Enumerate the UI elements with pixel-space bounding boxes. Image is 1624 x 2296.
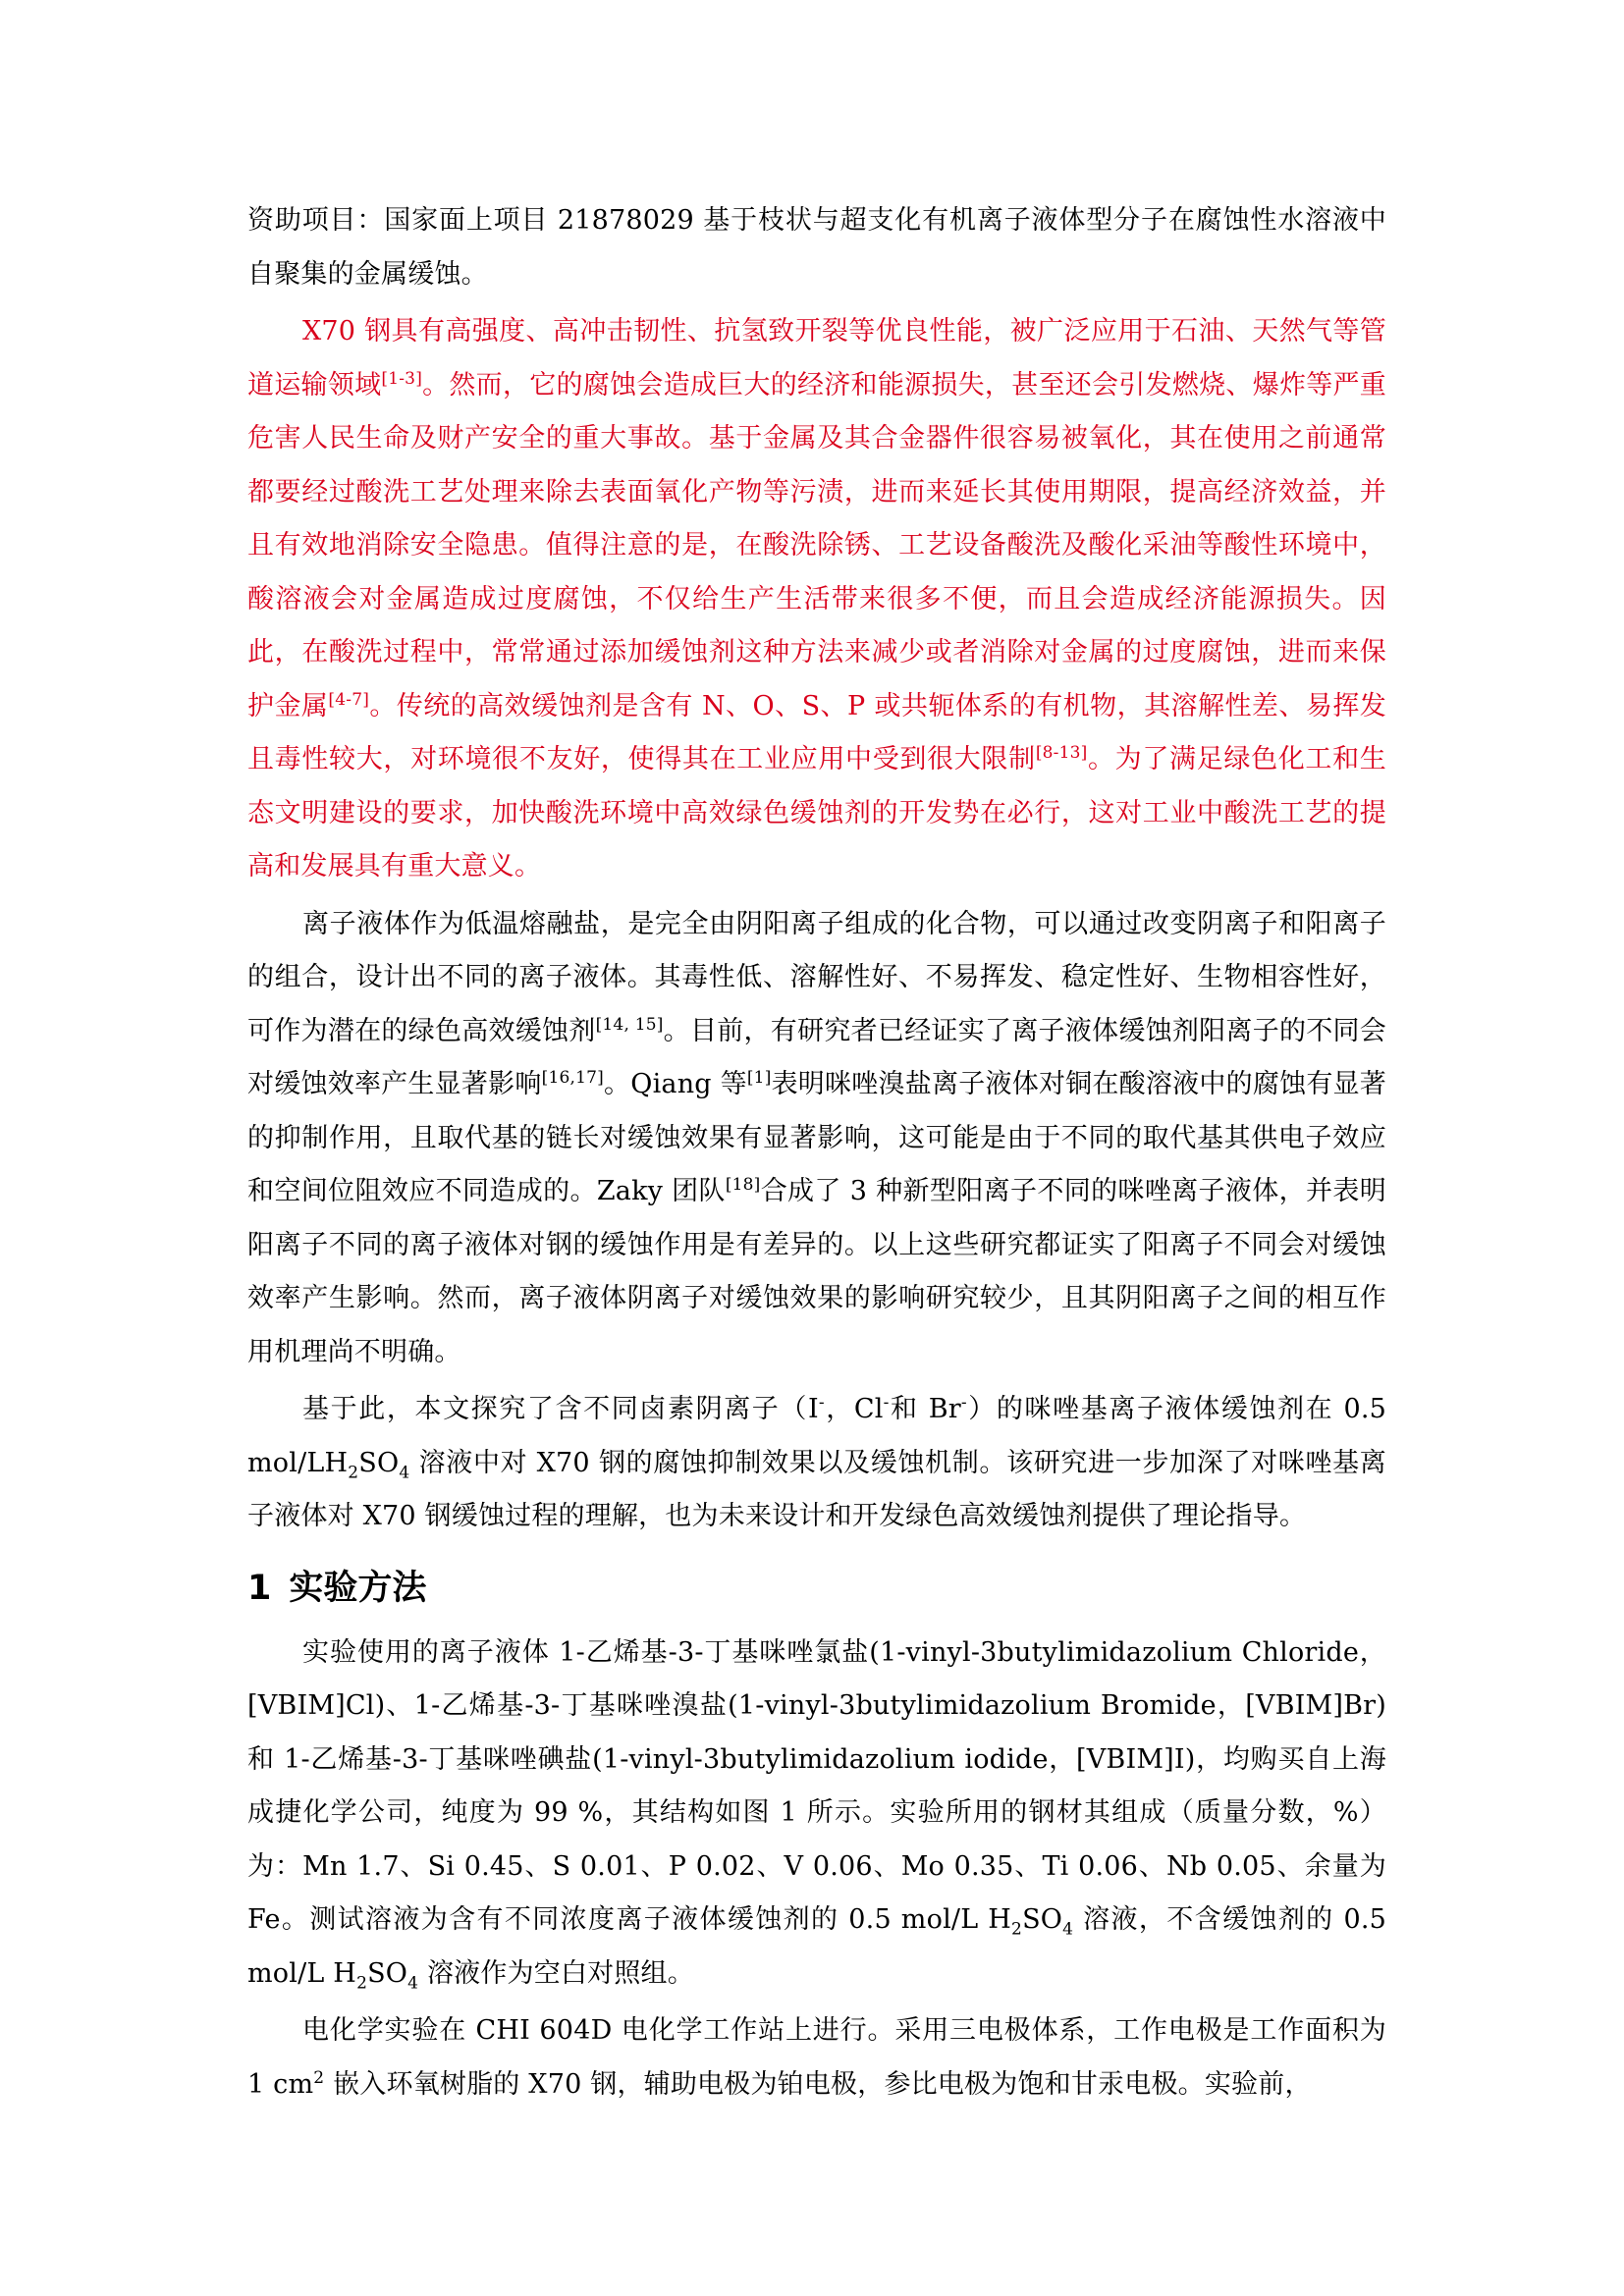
subscript: 2 xyxy=(1011,1919,1023,1940)
citation-ref: [18] xyxy=(725,1175,761,1195)
text-run: 。为了满足绿色化工和生态文明建设的要求，加快酸洗环境中高效绿色缓蚀剂的开发势在必行，这对工业中酸洗工艺的提高和发展具有重大意义。 xyxy=(247,744,1386,881)
subscript: 4 xyxy=(407,1972,419,1993)
text-run: 。然而，它的腐蚀会造成巨大的经济和能源损失，甚至还会引发燃烧、爆炸等严重危害人民生命及财产安全的重大事故。基于金属及其合金器件很容易被氧化，其在使用之前通常都要经过酸洗工艺处理来除去表面氧化产物等污渍，进而来延长其使用期限，提高经济效益，并且有效地消除安全隐患。值得注意的是，在酸洗除锈、工艺设备酸洗及酸化采油等酸性环境中，酸溶液会对金属造成过度腐蚀，不仅给生产生活带来很多不便，而且会造成经济能源损失。因此，在酸洗过程中，常常通过添加缓蚀剂这种方法来减少或者消除对金属的过度腐蚀，进而来保护金属 xyxy=(247,369,1387,721)
text-run: 。Qiang 等 xyxy=(603,1069,747,1099)
citation-ref: [14, 15] xyxy=(595,1014,664,1035)
citation-ref: [16,17] xyxy=(541,1068,604,1088)
subscript: 2 xyxy=(348,1462,359,1482)
text-run: 。目前，有研究者已经证实了离子液体缓蚀剂阳离子的不同会对缓蚀效率产生显著影响 xyxy=(247,1015,1386,1099)
text-run: ）的咪唑基离子液体缓蚀剂在 0.5 mol/LH xyxy=(247,1394,1386,1478)
section-number: 1 xyxy=(247,1568,272,1608)
text-run: 表明咪唑溴盐离子液体对铜在酸溶液中的腐蚀有显著的抑制作用，且取代基的链长对缓蚀效果有显著影响，这可能是由于不同的取代基其供电子效应和空间位阻效应不同造成的。Zaky 团队 xyxy=(247,1069,1386,1206)
text-run: ，Cl xyxy=(824,1394,884,1424)
citation-ref: [1] xyxy=(746,1068,772,1088)
text-run: 离子液体作为低温熔融盐，是完全由阴阳离子组成的化合物，可以通过改变阴离子和阳离子的组合，设计出不同的离子液体。其毒性低、溶解性好、不易挥发、稳定性好、生物相容性好，可作为潜在的绿色高效缓蚀剂 xyxy=(247,908,1386,1046)
citation-ref: [4-7] xyxy=(328,689,370,710)
page-body xyxy=(247,194,1386,2115)
text-run: 溶液作为空白对照组。 xyxy=(418,1957,694,1989)
methods-paragraph-1 xyxy=(247,1627,1386,2002)
subscript: 4 xyxy=(1062,1919,1074,1940)
citation-ref: [1-3] xyxy=(381,368,423,389)
subscript: 4 xyxy=(399,1462,410,1482)
methods-paragraph-2 xyxy=(247,2004,1386,2111)
intro-paragraph-1 xyxy=(247,305,1386,894)
citation-ref: [8-13] xyxy=(1035,743,1088,763)
section-heading xyxy=(247,1562,1386,1615)
text-run: 合成了 3 种新型阳离子不同的咪唑离子液体，并表明阳离子不同的离子液体对钢的缓蚀作用是有差异的。以上这些研究都证实了阳离子不同会对缓蚀效率产生影响。然而，离子液体阴离子对缓蚀效果的影响研究较少，且其阴阳离子之间的相互作用机理尚不明确。 xyxy=(247,1176,1386,1367)
superscript: - xyxy=(818,1393,825,1413)
superscript: 2 xyxy=(313,2067,325,2088)
text-run: 溶液中对 X70 钢的腐蚀抑制效果以及缓蚀机制。该研究进一步加深了对咪唑基离子液体对 X70 钢缓蚀过程的理解，也为未来设计和开发绿色高效缓蚀剂提供了理论指导。 xyxy=(247,1447,1386,1531)
text-run: X70 钢具有高强度、高冲击韧性、抗氢致开裂等优良性能，被广泛应用于石油、天然气等管道运输领域 xyxy=(247,316,1386,400)
funding-note xyxy=(247,194,1386,301)
intro-paragraph-3 xyxy=(247,1383,1386,1544)
superscript: - xyxy=(883,1393,890,1413)
intro-paragraph-2 xyxy=(247,898,1386,1380)
superscript: - xyxy=(960,1393,967,1413)
subscript: 2 xyxy=(356,1972,368,1993)
text-run: 电化学实验在 CHI 604D 电化学工作站上进行。采用三电极体系，工作电极是工作面积为 1 cm xyxy=(247,2015,1386,2100)
text-run: 嵌入环氧树脂的 X70 钢，辅助电极为铂电极，参比电极为饱和甘汞电极。实验前， xyxy=(324,2068,1312,2100)
text-run: 和 Br xyxy=(889,1394,961,1424)
funding-text: 资助项目：国家面上项目 21878029 基于枝状与超支化有机离子液体型分子在腐蚀性水溶液中自聚集的金属缓蚀。 xyxy=(247,205,1386,290)
text-run: 。传统的高效缓蚀剂是含有 N、O、S、P 或共轭体系的有机物，其溶解性差、易挥发且毒性较大，对环境很不友好，使得其在工业应用中受到很大限制 xyxy=(247,690,1386,774)
text-run: SO xyxy=(1022,1904,1063,1935)
text-run: 实验使用的离子液体 1-乙烯基-3-丁基咪唑氯盐(1-vinyl-3butylimidazolium Chloride，[VBIM]Cl)、1-乙烯基-3-丁基咪唑溴盐(1-vinyl-3butylimidazolium Bromide，[VBIM]Br)和 1-乙烯基-3-丁基咪唑碘盐(1-vinyl-3butylimidazolium iodide，[VBIM]I)，均购买自上海成捷化学公司，纯度为 99 %，其结构如图 1 所示。实验所用的钢材其组成（质量分数，%）为：Mn 1.7、Si 0.45、S 0.01、P 0.02、V 0.06、Mo 0.35、Ti 0.06、Nb 0.05、余量为 Fe。测试溶液为含有不同浓度离子液体缓蚀剂的 0.5 mol/L H xyxy=(247,1636,1386,1935)
text-run: SO xyxy=(367,1957,408,1989)
text-run: 溶液，不含缓蚀剂的 0.5 mol/L H xyxy=(247,1904,1386,1989)
section-title: 实验方法 xyxy=(289,1568,427,1608)
text-run: 基于此，本文探究了含不同卤素阴离子（I xyxy=(302,1394,819,1424)
text-run: SO xyxy=(358,1447,400,1478)
